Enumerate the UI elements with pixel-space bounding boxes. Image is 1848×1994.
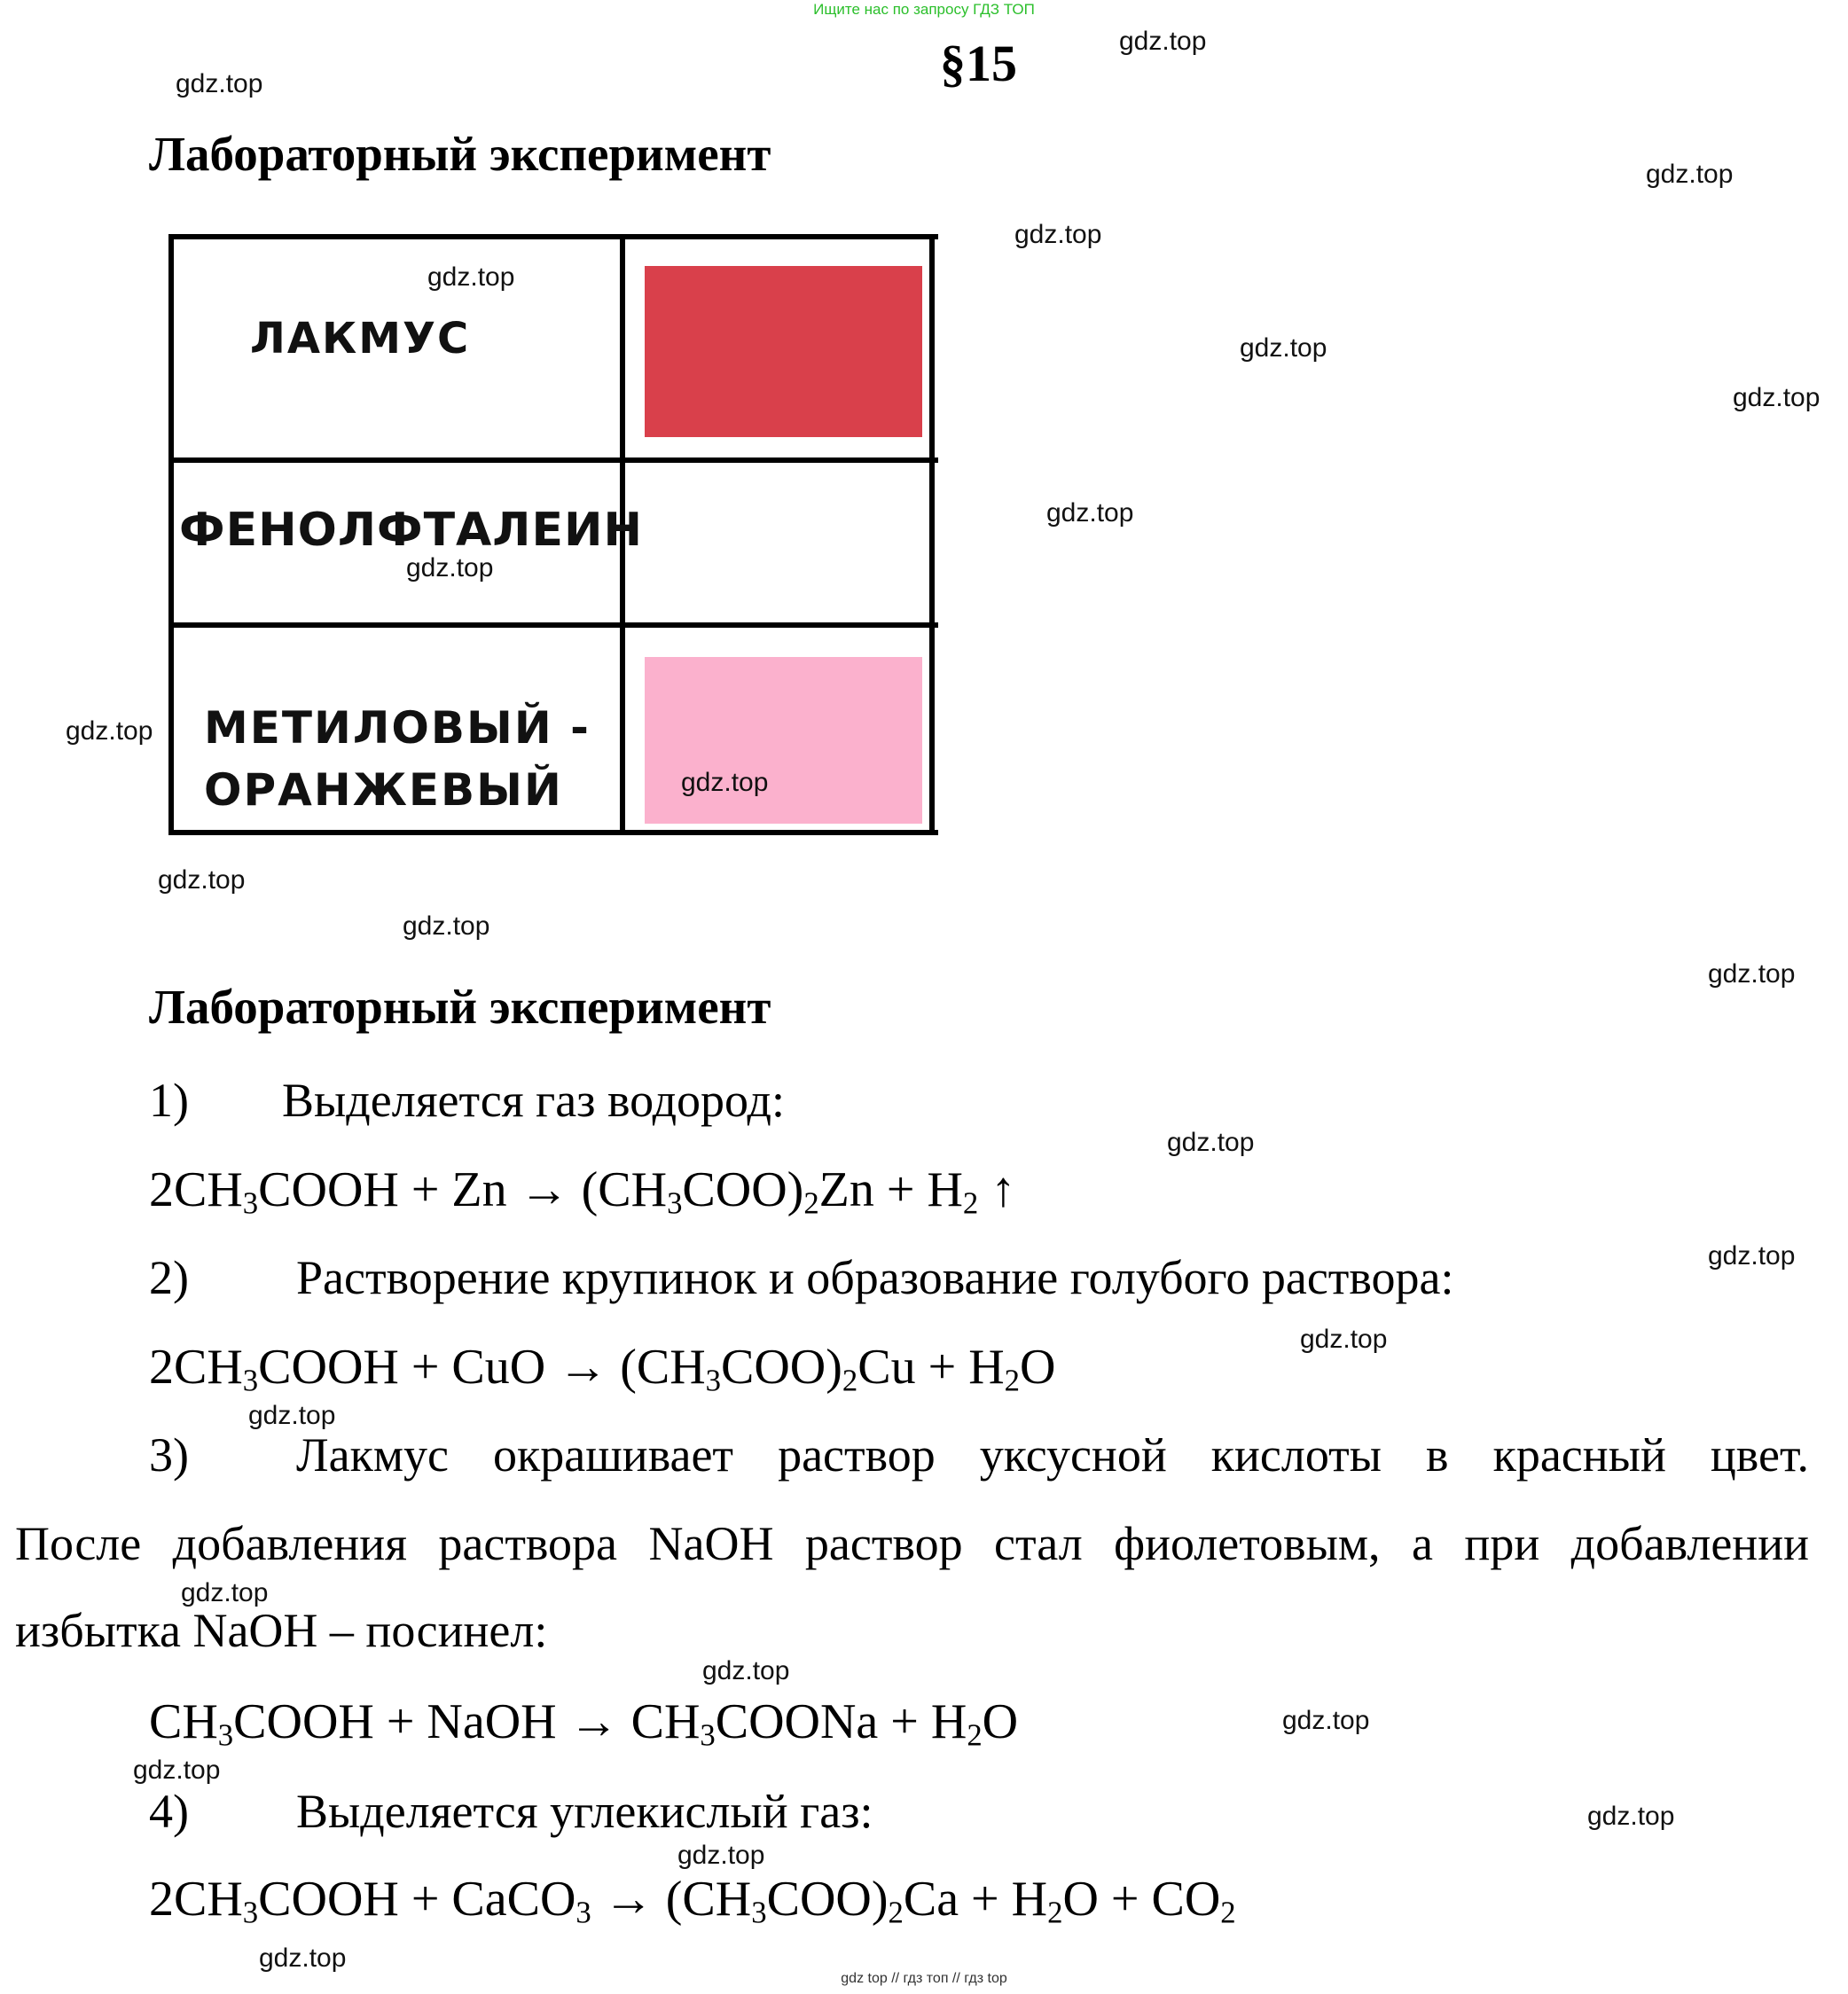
watermark: gdz.top — [248, 1401, 336, 1430]
watermark: gdz.top — [1014, 220, 1102, 249]
item-3-continuation-1: После добавления раствора NaOH раствор стал фиолетовым, а при добавлении — [15, 1517, 1809, 1570]
equation-3: $CH_3COOH$ + NaOH → $CH_3COONa + H_2O$ — [149, 1694, 1019, 1753]
label-phenolphthalein: ФЕНОЛФТАЛЕИН — [179, 504, 644, 557]
heading-lab-experiment-1: Лабораторный эксперимент — [149, 127, 771, 181]
item-text: Выделяется газ водород: — [282, 1074, 785, 1127]
watermark: gdz.top — [681, 768, 769, 797]
table-divider — [168, 622, 938, 628]
table-border-left — [168, 234, 174, 835]
watermark: gdz.top — [1646, 160, 1734, 189]
watermark: gdz.top — [1167, 1128, 1255, 1157]
watermark: gdz.top — [176, 69, 263, 98]
watermark: gdz.top — [1733, 383, 1821, 412]
litmus-color-swatch — [645, 266, 922, 437]
watermark: gdz.top — [1046, 498, 1134, 528]
watermark: gdz.top — [181, 1578, 269, 1607]
table-border-right — [929, 234, 935, 835]
watermark: gdz.top — [702, 1656, 790, 1685]
item-number: 4) — [149, 1785, 189, 1838]
paragraph-number: §15 — [940, 35, 1017, 92]
item-1 — [149, 1073, 785, 1128]
watermark: gdz.top — [406, 553, 494, 583]
watermark: gdz.top — [427, 262, 515, 292]
watermark: gdz.top — [1240, 333, 1327, 363]
equation-4: $2CH_3COOH$ + CaCO$_3$ → $(CH_3COO)_2Ca + H_2O + CO_2$ — [149, 1872, 1236, 1930]
item-2 — [149, 1250, 1454, 1305]
item-4 — [149, 1784, 873, 1839]
table-border-top — [168, 234, 938, 239]
watermark: gdz.top — [66, 716, 153, 746]
watermark: gdz.top — [1119, 27, 1207, 56]
watermark: gdz.top — [1708, 959, 1796, 989]
item-number: 1) — [149, 1074, 189, 1127]
label-methyl-orange-2: ОРАНЖЕВЫЙ — [204, 764, 563, 816]
watermark: gdz.top — [677, 1841, 765, 1870]
methyl-orange-color-swatch — [645, 657, 922, 824]
item-text: Выделяется углекислый газ: — [296, 1785, 873, 1838]
footer-links[interactable]: gdz top // гдз топ // гдз top — [841, 1971, 1007, 1986]
watermark: gdz.top — [133, 1756, 221, 1785]
watermark: gdz.top — [403, 911, 490, 941]
watermark: gdz.top — [158, 865, 246, 895]
table-divider — [168, 457, 938, 463]
watermark: gdz.top — [259, 1943, 347, 1973]
phenolphthalein-color-swatch — [645, 473, 922, 606]
label-methyl-orange-1: МЕТИЛОВЫЙ - — [204, 702, 591, 754]
watermark: gdz.top — [1300, 1325, 1388, 1354]
top-banner[interactable]: Ищите нас по запросу ГДЗ ТОП — [813, 1, 1035, 18]
watermark: gdz.top — [1282, 1706, 1370, 1735]
item-number: 2) — [149, 1251, 189, 1304]
item-number: 3) — [149, 1428, 189, 1482]
table-border-bottom — [168, 830, 938, 835]
watermark: gdz.top — [1587, 1802, 1675, 1831]
indicator-table — [168, 234, 938, 835]
item-text: Лакмус окрашивает раствор уксусной кислоты в красный цвет. — [296, 1428, 1809, 1482]
label-litmus: ЛАКМУС — [250, 314, 471, 364]
item-3-continuation-2: избытка NaOH – посинел: — [15, 1604, 548, 1657]
equation-2: $2CH_3COOH$ + CuO → $(CH_3COO)_2Cu + H_2O$ — [149, 1340, 1056, 1398]
heading-lab-experiment-2: Лабораторный эксперимент — [149, 980, 771, 1034]
equation-1: $2CH_3COOH + Zn \to (CH_3COO)_2Zn + H_2$ ↑ — [149, 1162, 1016, 1221]
watermark: gdz.top — [1708, 1241, 1796, 1271]
item-text: Растворение крупинок и образование голубого раствора: — [296, 1251, 1454, 1304]
item-3 — [149, 1427, 1809, 1482]
